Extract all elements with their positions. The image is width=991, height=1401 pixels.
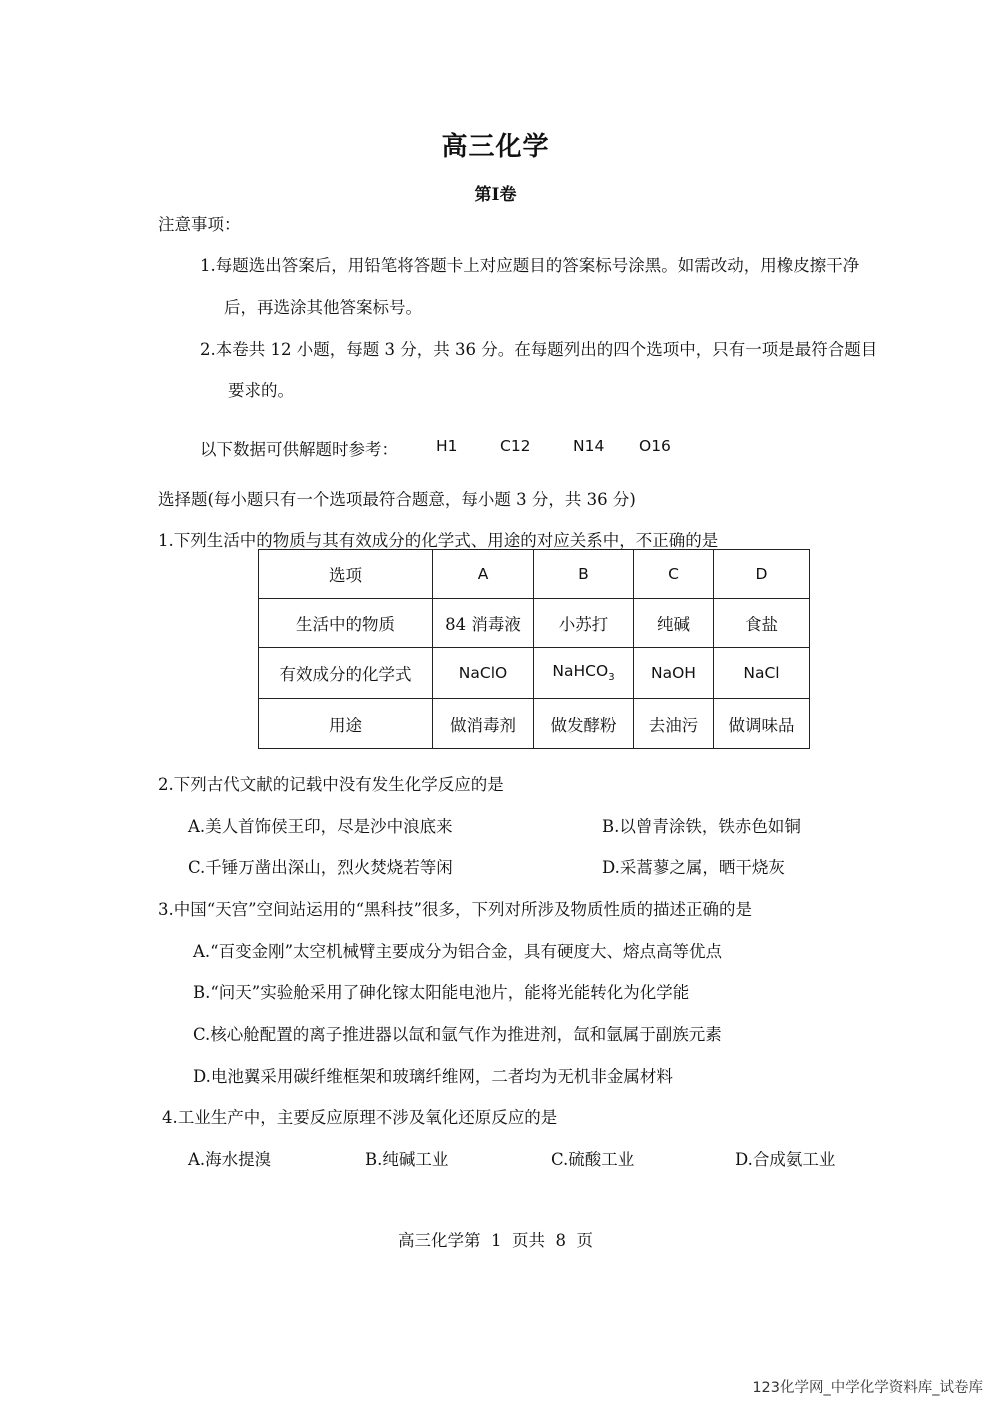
question-3-option-c: C.核心舱配置的离子推进器以氙和氩气作为推进剂，氙和氩属于副族元素 [193,1025,722,1044]
table-cell: 做发酵粉 [534,699,634,749]
question-2-option-b: B.以曾青涂铁，铁赤色如铜 [602,817,801,836]
question-4-option-b: B.纯碱工业 [365,1150,449,1169]
table-cell: 做消毒剂 [433,699,534,749]
question-2-option-a: A.美人首饰侯王印，尽是沙中浪底来 [188,817,453,836]
table-cell: 去油污 [634,699,714,749]
reference-n: N14 [573,437,605,455]
notice-item-2: 2.本卷共 12 小题，每题 3 分，共 36 分。在每题列出的四个选项中，只有一项是最符合题目 [200,340,878,359]
table-cell: 小苏打 [534,599,634,648]
table-row [259,550,810,599]
question-3-option-d: D.电池翼采用碳纤维框架和玻璃纤维网，二者均为无机非金属材料 [193,1067,673,1086]
question-1-table [258,549,810,749]
table-cell: D [714,550,810,599]
table-cell: 纯碱 [634,599,714,648]
notice-heading: 注意事项： [158,215,241,234]
table-cell: 生活中的物质 [259,599,433,648]
reference-c: C12 [500,437,531,455]
table-row [259,699,810,749]
table-cell: 做调味品 [714,699,810,749]
page-footer: 高三化学第 1 页共 8 页 [398,1231,593,1250]
reference-o: O16 [639,437,671,455]
table-cell: 84 消毒液 [433,599,534,648]
question-4-option-c: C.硫酸工业 [551,1150,635,1169]
question-4-option-a: A.海水提溴 [188,1150,272,1169]
table-cell: C [634,550,714,599]
notice-item-2-continued: 要求的。 [228,381,294,400]
table-cell: A [433,550,534,599]
page-title: 高三化学 [441,132,550,162]
table-cell: 有效成分的化学式 [259,648,433,699]
question-3-option-a: A.“百变金刚”太空机械臂主要成分为铝合金，具有硬度大、熔点高等优点 [193,942,723,961]
table-cell: 用途 [259,699,433,749]
reference-label: 以下数据可供解题时参考： [200,440,398,459]
table-cell: 选项 [259,550,433,599]
table-cell: B [534,550,634,599]
question-4-stem: 4.工业生产中，主要反应原理不涉及氧化还原反应的是 [162,1108,558,1127]
question-2-option-c: C.千锤万凿出深山，烈火焚烧若等闲 [188,858,453,877]
formula-text: NaHCO [552,662,609,681]
question-1-stem: 1.下列生活中的物质与其有效成分的化学式、用途的对应关系中，不正确的是 [158,531,719,550]
question-3-stem: 3.中国“天宫”空间站运用的“黑科技”很多，下列对所涉及物质性质的描述正确的是 [158,900,752,919]
table-row [259,648,810,699]
question-4-option-d: D.合成氨工业 [735,1150,836,1169]
table-cell-formula [534,648,634,699]
question-2-stem: 2.下列古代文献的记载中没有发生化学反应的是 [158,775,504,794]
table-row [259,599,810,648]
notice-item-1: 1.每题选出答案后，用铅笔将答题卡上对应题目的答案标号涂黑。如需改动，用橡皮擦干净 [200,256,860,275]
table-cell: NaClO [433,648,534,699]
question-2-option-d: D.采蒿蓼之属，晒干烧灰 [602,858,785,877]
section-volume-title: 第Ⅰ卷 [474,185,517,205]
question-3-option-b: B.“问天”实验舱采用了砷化镓太阳能电池片，能将光能转化为化学能 [193,983,690,1002]
table-cell: NaCl [714,648,810,699]
reference-h: H1 [436,437,458,455]
section-heading: 选择题(每小题只有一个选项最符合题意，每小题 3 分，共 36 分) [158,490,636,509]
table-cell: 食盐 [714,599,810,648]
notice-item-1-continued: 后，再选涂其他答案标号。 [224,298,422,317]
formula-subscript: 3 [608,672,615,684]
table-cell: NaOH [634,648,714,699]
watermark: 123化学网_中学化学资料库_试卷库 [752,1380,983,1396]
